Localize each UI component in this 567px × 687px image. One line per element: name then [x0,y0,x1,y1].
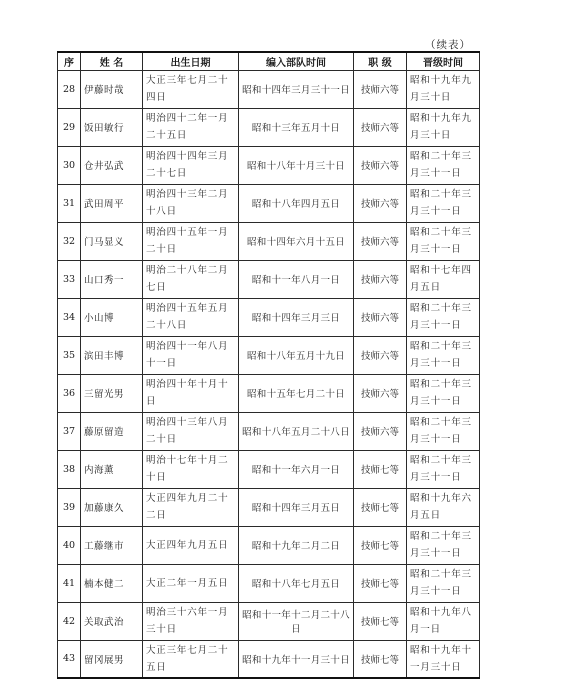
promotion-date-cell: 昭和二十年三月三十一日 [407,222,480,260]
seq-cell: 38 [58,450,81,488]
table-row [58,450,480,488]
promotion-date-cell: 昭和二十年三月三十一日 [407,450,480,488]
enlist-date-cell: 昭和十四年六月十五日 [239,222,354,260]
personnel-table [57,51,480,679]
birth-date-cell: 明治四十五年一月二十日 [143,222,239,260]
table-row [58,298,480,336]
name-cell: 仓井弘武 [81,146,143,184]
promotion-date-cell: 昭和二十年三月三十一日 [407,526,480,564]
table-row [58,184,480,222]
birth-date-cell: 明治四十四年三月二十七日 [143,146,239,184]
rank-cell: 技师六等 [354,336,407,374]
enlist-date-cell: 昭和十五年七月二十日 [239,374,354,412]
rank-cell: 技师七等 [354,526,407,564]
name-cell: 滨田丰博 [81,336,143,374]
seq-cell: 36 [58,374,81,412]
birth-date-cell: 明治二十八年二月七日 [143,260,239,298]
table-row [58,602,480,640]
table-row [58,640,480,678]
table-row [58,146,480,184]
birth-date-cell: 大正四年九月二十二日 [143,488,239,526]
seq-cell: 29 [58,108,81,146]
header-row [58,52,480,70]
table-row [58,260,480,298]
name-cell: 楠本健二 [81,564,143,602]
birth-date-cell: 大正二年一月五日 [143,564,239,602]
promotion-date-cell: 昭和十九年八月一日 [407,602,480,640]
header-promo: 晋级时间 [407,52,480,70]
birth-date-cell: 大正三年七月二十五日 [143,640,239,678]
rank-cell: 技师六等 [354,108,407,146]
rank-cell: 技师七等 [354,450,407,488]
seq-cell: 35 [58,336,81,374]
promotion-date-cell: 昭和十九年六月五日 [407,488,480,526]
rank-cell: 技师七等 [354,488,407,526]
promotion-date-cell: 昭和二十年三月三十一日 [407,298,480,336]
table-row [58,526,480,564]
table-row [58,336,480,374]
name-cell: 留冈展男 [81,640,143,678]
table-row [58,70,480,108]
rank-cell: 技师六等 [354,146,407,184]
seq-cell: 43 [58,640,81,678]
birth-date-cell: 明治四十二年一月二十五日 [143,108,239,146]
table-row [58,412,480,450]
enlist-date-cell: 昭和十九年十一月三十日 [239,640,354,678]
header-birth: 出生日期 [143,52,239,70]
header-rank: 职 级 [354,52,407,70]
enlist-date-cell: 昭和十一年十二月二十八日 [239,602,354,640]
enlist-date-cell: 昭和十八年五月二十八日 [239,412,354,450]
enlist-date-cell: 昭和十四年三月三十一日 [239,70,354,108]
enlist-date-cell: 昭和十一年六月一日 [239,450,354,488]
promotion-date-cell: 昭和十七年四月五日 [407,260,480,298]
table-row [58,564,480,602]
enlist-date-cell: 昭和十八年七月五日 [239,564,354,602]
name-cell: 门马显义 [81,222,143,260]
name-cell: 工藤继市 [81,526,143,564]
rank-cell: 技师七等 [354,602,407,640]
seq-cell: 42 [58,602,81,640]
promotion-date-cell: 昭和十九年九月三十日 [407,70,480,108]
promotion-date-cell: 昭和二十年三月三十一日 [407,564,480,602]
enlist-date-cell: 昭和十八年四月五日 [239,184,354,222]
seq-cell: 30 [58,146,81,184]
name-cell: 加藤康久 [81,488,143,526]
seq-cell: 31 [58,184,81,222]
promotion-date-cell: 昭和十九年十一月三十日 [407,640,480,678]
enlist-date-cell: 昭和十九年二月二日 [239,526,354,564]
birth-date-cell: 明治四十年十月十日 [143,374,239,412]
birth-date-cell: 大正四年九月五日 [143,526,239,564]
name-cell: 武田周平 [81,184,143,222]
promotion-date-cell: 昭和十九年九月三十日 [407,108,480,146]
table-row [58,222,480,260]
enlist-date-cell: 昭和十四年三月五日 [239,488,354,526]
seq-cell: 32 [58,222,81,260]
rank-cell: 技师七等 [354,564,407,602]
seq-cell: 37 [58,412,81,450]
promotion-date-cell: 昭和二十年三月三十一日 [407,184,480,222]
enlist-date-cell: 昭和十四年三月三日 [239,298,354,336]
rank-cell: 技师六等 [354,260,407,298]
seq-cell: 28 [58,70,81,108]
promotion-date-cell: 昭和二十年三月三十一日 [407,146,480,184]
rank-cell: 技师六等 [354,184,407,222]
seq-cell: 40 [58,526,81,564]
name-cell: 三留光男 [81,374,143,412]
table-row [58,108,480,146]
seq-cell: 34 [58,298,81,336]
name-cell: 伊藤时哉 [81,70,143,108]
table-row [58,488,480,526]
header-name: 姓 名 [81,52,143,70]
rank-cell: 技师六等 [354,298,407,336]
birth-date-cell: 明治四十一年八月十一日 [143,336,239,374]
header-seq: 序 [58,52,81,70]
rank-cell: 技师六等 [354,222,407,260]
enlist-date-cell: 昭和十八年五月十九日 [239,336,354,374]
promotion-date-cell: 昭和二十年三月三十一日 [407,374,480,412]
birth-date-cell: 明治四十五年五月二十八日 [143,298,239,336]
seq-cell: 41 [58,564,81,602]
promotion-date-cell: 昭和二十年三月三十一日 [407,412,480,450]
seq-cell: 39 [58,488,81,526]
birth-date-cell: 明治四十三年八月二十日 [143,412,239,450]
enlist-date-cell: 昭和十三年五月十日 [239,108,354,146]
continued-label: （续表） [425,39,471,51]
seq-cell: 33 [58,260,81,298]
birth-date-cell: 明治十七年十月二十日 [143,450,239,488]
rank-cell: 技师六等 [354,412,407,450]
rank-cell: 技师七等 [354,640,407,678]
birth-date-cell: 明治三十六年一月三十日 [143,602,239,640]
name-cell: 山口秀一 [81,260,143,298]
name-cell: 内海薰 [81,450,143,488]
name-cell: 小山博 [81,298,143,336]
name-cell: 饭田敏行 [81,108,143,146]
enlist-date-cell: 昭和十一年八月一日 [239,260,354,298]
name-cell: 关取武治 [81,602,143,640]
promotion-date-cell: 昭和二十年三月三十一日 [407,336,480,374]
header-enlist: 编入部队时间 [239,52,354,70]
enlist-date-cell: 昭和十八年十月三十日 [239,146,354,184]
table-row [58,374,480,412]
birth-date-cell: 明治四十三年二月十八日 [143,184,239,222]
birth-date-cell: 大正三年七月二十四日 [143,70,239,108]
name-cell: 藤原留造 [81,412,143,450]
rank-cell: 技师六等 [354,70,407,108]
rank-cell: 技师六等 [354,374,407,412]
